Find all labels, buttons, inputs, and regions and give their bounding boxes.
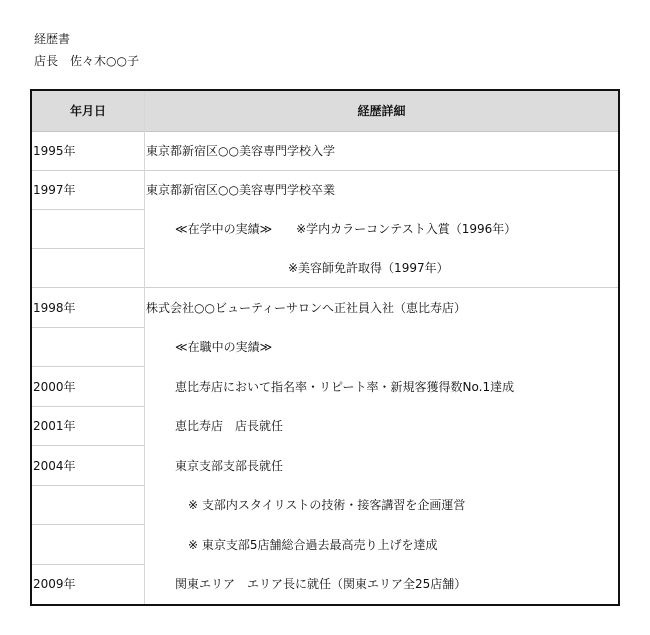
row-date: 2000年 [33, 380, 76, 394]
table-row [32, 565, 618, 604]
document-subtitle: 店長 佐々木○○子 [34, 54, 139, 68]
table-row [32, 210, 618, 249]
table-row [32, 328, 618, 367]
table-row [32, 249, 618, 288]
table-row [32, 407, 618, 446]
row-date: 2001年 [33, 419, 76, 433]
row-divider [32, 366, 144, 367]
row-detail: 関東エリア エリア長に就任（関東エリア全25店舗） [175, 577, 467, 591]
row-detail: 株式会社○○ビューティーサロンへ正社員入社（恵比寿店） [146, 301, 466, 315]
row-detail: ≪在職中の実績≫ [175, 340, 273, 354]
row-detail: 東京都新宿区○○美容専門学校入学 [146, 144, 335, 158]
row-detail: ≪在学中の実績≫ ※学内カラーコンテスト入賞（1996年） [175, 222, 517, 236]
header-detail: 経歴詳細 [357, 104, 406, 118]
row-detail: 東京支部支部長就任 [175, 459, 284, 473]
table-header [32, 91, 618, 132]
table-row [32, 289, 618, 328]
table-row [32, 486, 618, 525]
row-detail: ※美容師免許取得（1997年） [288, 261, 449, 275]
row-date: 1997年 [33, 183, 76, 197]
row-detail: 東京都新宿区○○美容専門学校卒業 [146, 183, 335, 197]
row-detail: 恵比寿店 店長就任 [175, 419, 284, 433]
table-row [32, 171, 618, 210]
table-row [32, 368, 618, 407]
row-detail: 恵比寿店において指名率・リピート率・新規客獲得数No.1達成 [175, 380, 515, 394]
row-detail: ※ 支部内スタイリストの技術・接客講習を企画運営 [188, 498, 466, 512]
row-date: 1998年 [33, 301, 76, 315]
table-row [32, 447, 618, 486]
row-divider [32, 287, 144, 288]
row-detail: ※ 東京支部5店舗総合過去最高売り上げを達成 [188, 538, 438, 552]
header-date: 年月日 [69, 104, 106, 118]
career-table [30, 89, 620, 606]
table-row [32, 132, 618, 171]
row-divider [32, 524, 144, 525]
row-divider [32, 445, 144, 446]
table-row [32, 526, 618, 565]
row-date: 2004年 [33, 459, 76, 473]
row-date: 2009年 [33, 577, 76, 591]
row-divider [145, 287, 618, 288]
row-date: 1995年 [33, 144, 76, 158]
document-title: 経歴書 [34, 32, 71, 46]
